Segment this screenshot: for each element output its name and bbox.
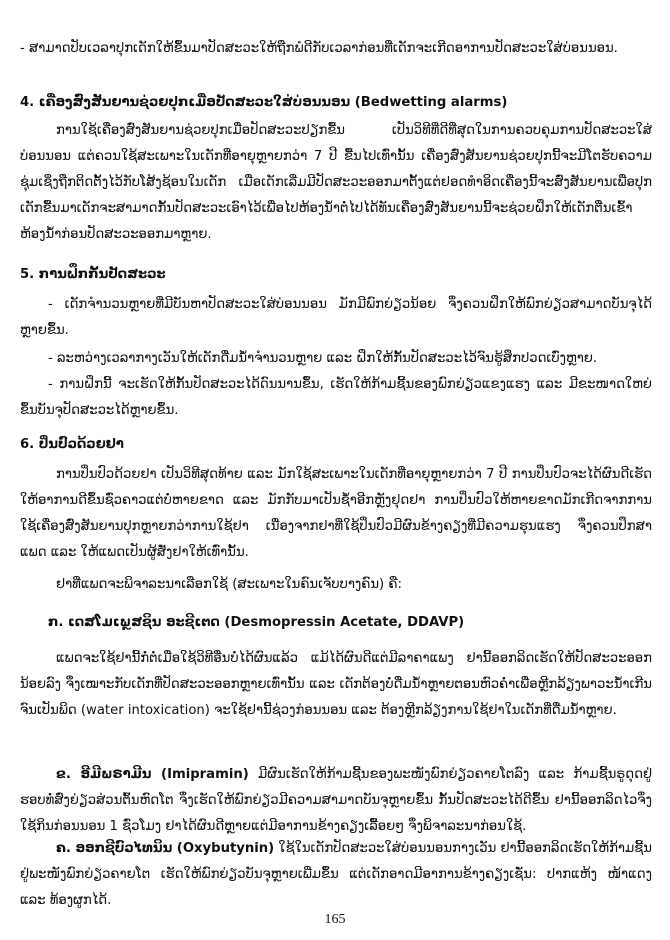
section-6-paragraph: ການປິ່ນປົວດ້ວຍຢາ ເປັນວິທີສຸດທ້າຍ ແລະ ມັກໃຊ້ສະເພາະໃນເດັກທີ່ອາຍຸຫຼາຍກວ່າ 7 ປີ ການປິ່ນປົວຈະໄດ້ຜົນດີເຮັດໃຫ້ອາການດີຂຶ້ນຊົ່ວຄາວແຕ່ບໍ່ຫາຍຂາດ ແລະ ມັກກັບມາເປັນຊ້ຳອີກຫຼັງຢຸດຢາ ການປິ່ນປົວໃຫ້ຫາຍຂາດມັກເກີດຈາກການໃຊ້ເຄື່ອງສົ່ງສັນຍານປຸກຫຼາຍກວ່າການໃຊ້ຢາ ເນື່ອງຈາກຢາທີ່ໃຊ້ປິ່ນປົວມີຜົນຂ້າງຄຽງທີ່ມີຄວາມຮຸນແຮງ ຈຶ່ງຄວນປຶກສາແພດ ແລະ ໃຫ້ແພດເປັນຜູ້ສັ່ງຢາໃຫ້ເທົ່ານັ້ນ.	[20, 467, 652, 560]
page-number: 165	[324, 912, 346, 927]
drug-c-text: ໃຊ້ໃນເດັກປັດສະວະໃສ່ບ່ອນນອນກາງເວັນ ຢານີ້ອອກລິດເຮັດໃຫ້ກ້າມຊີ້ນຢູ່ພະໜັງພົກຍ່ຽວຄາຍໂຕ ເຮັດໃຫ້ພົກຍ່ຽວບັນຈຸຫຼາຍເພີ່ມຂຶ້ນ ແຕ່ເດັກອາດມີອາການຂ້າງຄຽງເຊັ່ນ: ປາກແຫ້ງ ໜ້າແດງ ແລະ ທ້ອງຜູກໄດ້.	[20, 841, 652, 908]
drug-a-paragraph: ແພດຈະໃຊ້ຢານີ້ກໍ່ຕໍ່ເມື່ອໃຊ້ວິທີອື່ນບໍ່ໄດ້ຜົນແລ້ວ ແມ້ໄດ້ຜົນດີແຕ່ມີລາຄາແພງ ຢານີ້ອອກລິດເຮັດໃຫ້ປັດສະວະອອກນ້ອຍລົງ ຈຶ່ງເໝາະກັບເດັກທີ່ປັດສະວະອອກຫຼາຍເທົ່ານັ້ນ ແລະ ເດັກຕ້ອງບໍ່ດື່ມນ້ຳຫຼາຍຕອນຫົວຄ່ຳເພື່ອຫຼີກລ້ຽງພາວະນ້ຳເກີນຈົນເປັນພິດ (water intoxication) ຈະໃຊ້ຢານີ້ຊ່ວງກ່ອນນອນ ແລະ ຕ້ອງຫຼີກລ້ຽງການໃຊ້ຢາໃນເດັກທີ່ດື່ມນ້ຳຫຼາຍ.	[20, 651, 652, 718]
section-5-bullet-3: - ການຝຶກນີ້ ຈະເຮັດໃຫ້ກັ້ນປັດສະວະໄດ້ດົນນານຂຶ້ນ, ເຮັດໃຫ້ກ້າມຊີ້ນຂອງພົກຍ່ຽວແຂງແຮງ ແລະ ມີຂະໜາດໃຫຍ່ຂຶ້ນບັນຈຸປັດສະວະໄດ້ຫຼາຍຂຶ້ນ.	[20, 377, 652, 418]
section-5-bullet-2: - ລະຫວ່າງເວລາກາງເວັນໃຫ້ເດັກດື່ມນ້ຳຈຳນວນຫຼາຍ ແລະ ຝຶກໃຫ້ກັ້ນປັດສະວະໄວ້ຈົນຮູ້ສຶກປວດເບົ່ງຫຼາຍ.	[48, 351, 598, 366]
section-5-heading: 5. ການຝຶກກັ້ນປັດສະວະ	[20, 267, 166, 282]
section-6-heading: 6. ປິ່ນປົວດ້ວຍຢາ	[20, 437, 124, 452]
section-4-paragraph: ການໃຊ້ເຄື່ອງສົ່ງສັນຍານຊ່ວຍປຸກເມື່ອປັດສະວະປຽກຂື້ນ ເປັນວິທີທີ່ດີທີ່ສຸດໃນການຄວບຄຸມການປັດສະວະໃສ່ບ່ອນນອນ ແຕ່ຄວນໃຊ້ສະເພາະໃນເດັກທີ່ອາຍຸຫຼາຍກວ່າ 7 ປີ ຂື້ນໄປເທົ່ານັ້ນ ເຄື່ອງສົ່ງສັນຍານຊ່ວຍປຸກນີ້ຈະມີໂຕຮັບຄວາມຊຸ່ມເຊິ່ງຖືກຕິດຕັ້ງໄວ້ກັບໂສ້ງຊ້ອນໃນເດັກ ເມື່ອເດັກເລີ່ມມີປັດສະວະອອກມາຕັ້ງແຕ່ຢອດທຳອິດເຄື່ອງນີ້ຈະສົ່ງສັນຍານເພື່ອປຸກເດັກຂື້ນມາເດັກຈະສາມາດກັ້ນປັດສະວະເອົາໄວ້ເພື່ອໄປຫ້ອງນ້ຳຕໍ່ໄປໄດ້ທັນເຄື່ອງສົ່ງສັນຍານນີ້ຈະຊ່ວຍຝຶກໃຫ້ເດັກຕື່ນເຂົ້າຫ້ອງນ້ຳກ່ອນປັດສະວະອອກມາຫຼາຍ.	[20, 123, 652, 242]
intro-bullet: - ສາມາດປັບເວລາປຸກເດັກໃຫ້ຂຶ້ນມາປັດສະວະໃຫ້ຖືກພໍດີກັບເວລາກ່ອນທີ່ເດັກຈະເກີດອາການປັດສະວະໃສ່ບ່ອນນອນ.	[20, 41, 618, 56]
drug-b-text: ມີຜົນເຮັດໃຫ້ກ້າມຊີ້ນຂອງພະໜັງພົກຍ່ຽວຄາຍໂຕລົງ ແລະ ກ້າມຊີ້ນຣູດຸດຢູ່ຮອບທໍ່ສົ່ງຍ່ຽວສ່ວນຕົ້ນຫົດໂຕ ຈຶ່ງເຮັດໃຫ້ພົກຍ່ຽວມີຄວາມສາມາດບັນຈຸຫຼາຍຂຶ້ນ ກັ້ນປັດສະວະໄດ້ດີຂຶ້ນ ຢານີ້ອອກລິດໄວຈຶ່ງໃຊ້ກິນກ່ອນນອນ 1 ຊົ່ວໂມງ ຢາໄດ້ຜົນດີຫຼາຍແຕ່ມີອາການຂ້າງຄຽງເລື້ອຍໆ ຈຶ່ງພິຈາລະນາກ່ອນໃຊ້.	[20, 767, 653, 834]
drug-b-label: ຂ. ອີມີພຣາມີນ (Imipramin)	[56, 767, 249, 782]
drug-c-label: ຄ. ອອກຊີບົວໄທນິນ (Oxybutynin)	[56, 841, 275, 856]
drugs-intro: ຢາທີ່ແພດຈະພິຈາລະນາເລືອກໃຊ້ (ສະເພາະໃນຄົນເຈັບບາງຄົນ) ຄື:	[56, 577, 402, 592]
section-5-bullet-1: - ເດັກຈຳນວນຫຼາຍທີ່ມີບັນຫາປັດສະວະໃສ່ບ່ອນນອນ ມັກມີພົກຍ່ຽວນ້ອຍ ຈຶ່ງຄວນຝຶກໃຫ້ພົກຍ່ຽວສາມາດບັນຈຸໄດ້ຫຼາຍຂຶ້ນ.	[20, 297, 652, 338]
section-4-heading: 4. ເຄື່ອງສົ່ງສັນຍານຊ່ວຍປຸກເມື່ອປັດສະວະໃສ່ບ່ອນນອນ (Bedwetting alarms)	[20, 95, 508, 110]
drug-c-paragraph	[20, 836, 652, 914]
drug-b-paragraph	[20, 762, 652, 840]
drug-a-heading: ກ. ເດສໂມເພຼສຊິນ ອະຊີເຕດ (Desmopressin Acetate, DDAVP)	[48, 615, 465, 630]
